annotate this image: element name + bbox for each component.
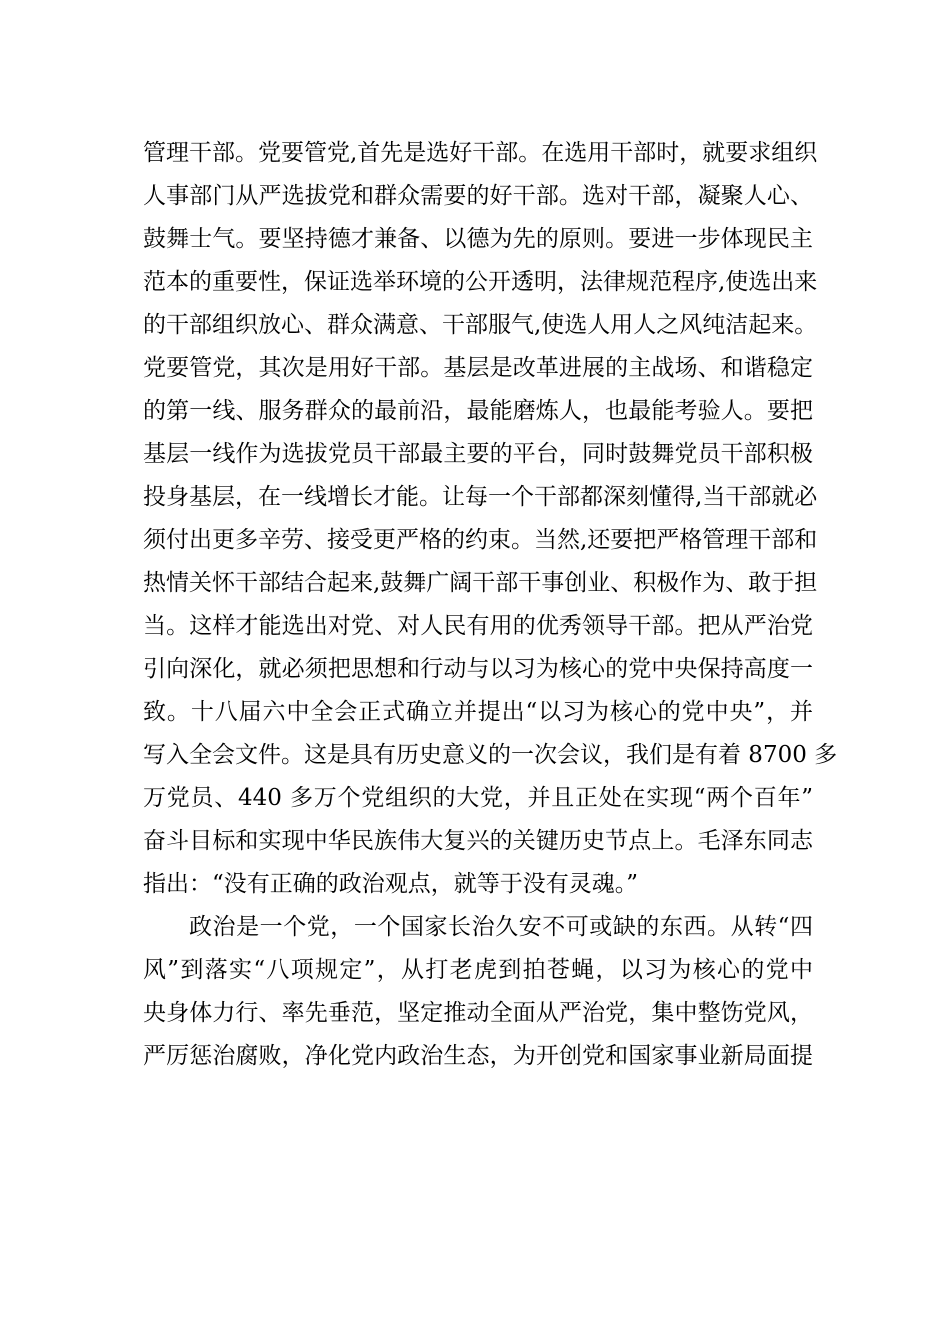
text-line: 奋斗目标和实现中华民族伟大复兴的关键历史节点上。毛泽东同志 <box>143 828 813 854</box>
text-line: 须付出更多辛劳、接受更严格的约束。当然,还要把严格管理干部和 <box>143 527 818 553</box>
text-line: 人事部门从严选拔党和群众需要的好干部。选对干部，凝聚人心、 <box>143 183 813 209</box>
text-line: 引向深化，就必须把思想和行动与以习为核心的党中央保持高度一 <box>143 656 813 682</box>
text-line: 严厉惩治腐败，净化党内政治生态，为开创党和国家事业新局面提 <box>143 1043 813 1069</box>
text-line: 管理干部。党要管党,首先是选好干部。在选用干部时，就要求组织 <box>143 140 818 166</box>
text-line: 的干部组织放心、群众满意、干部服气,使选人用人之风纯洁起来。 <box>143 312 818 338</box>
text-line: 万党员、440 多万个党组织的大党，并且正处在实现“两个百年” <box>143 785 813 811</box>
body-text <box>143 132 838 1078</box>
text-line: 当。这样才能选出对党、对人民有用的优秀领导干部。把从严治党 <box>143 613 813 639</box>
text-line: 致。十八届六中全会正式确立并提出“以习为核心的党中央”，并 <box>143 699 813 725</box>
text-line: 的第一线、服务群众的最前沿，最能磨炼人，也最能考验人。要把 <box>143 398 813 424</box>
text-line: 指出：“没有正确的政治观点，就等于没有灵魂。” <box>143 871 639 897</box>
text-line: 热情关怀干部结合起来,鼓舞广阔干部干事创业、积极作为、敢于担 <box>143 570 818 596</box>
text-line: 写入全会文件。这是具有历史意义的一次会议，我们是有着 8700 多 <box>143 742 838 768</box>
text-line: 基层一线作为选拔党员干部最主要的平台，同时鼓舞党员干部积极 <box>143 441 813 467</box>
paragraph-1 <box>143 132 838 906</box>
text-line: 鼓舞士气。要坚持德才兼备、以德为先的原则。要进一步体现民主 <box>143 226 813 252</box>
text-line: 党要管党，其次是用好干部。基层是改革进展的主战场、和谐稳定 <box>143 355 813 381</box>
text-line: 投身基层，在一线增长才能。让每一个干部都深刻懂得,当干部就必 <box>143 484 818 510</box>
text-line: 央身体力行、率先垂范，坚定推动全面从严治党，集中整饬党风， <box>143 1000 813 1026</box>
paragraph-2 <box>143 906 813 1078</box>
text-line: 风”到落实“八项规定”，从打老虎到拍苍蝇，以习为核心的党中 <box>143 957 813 983</box>
text-line: 政治是一个党，一个国家长治久安不可或缺的东西。从转“四 <box>189 914 813 940</box>
text-line: 范本的重要性，保证选举环境的公开透明，法律规范程序,使选出来 <box>143 269 818 295</box>
